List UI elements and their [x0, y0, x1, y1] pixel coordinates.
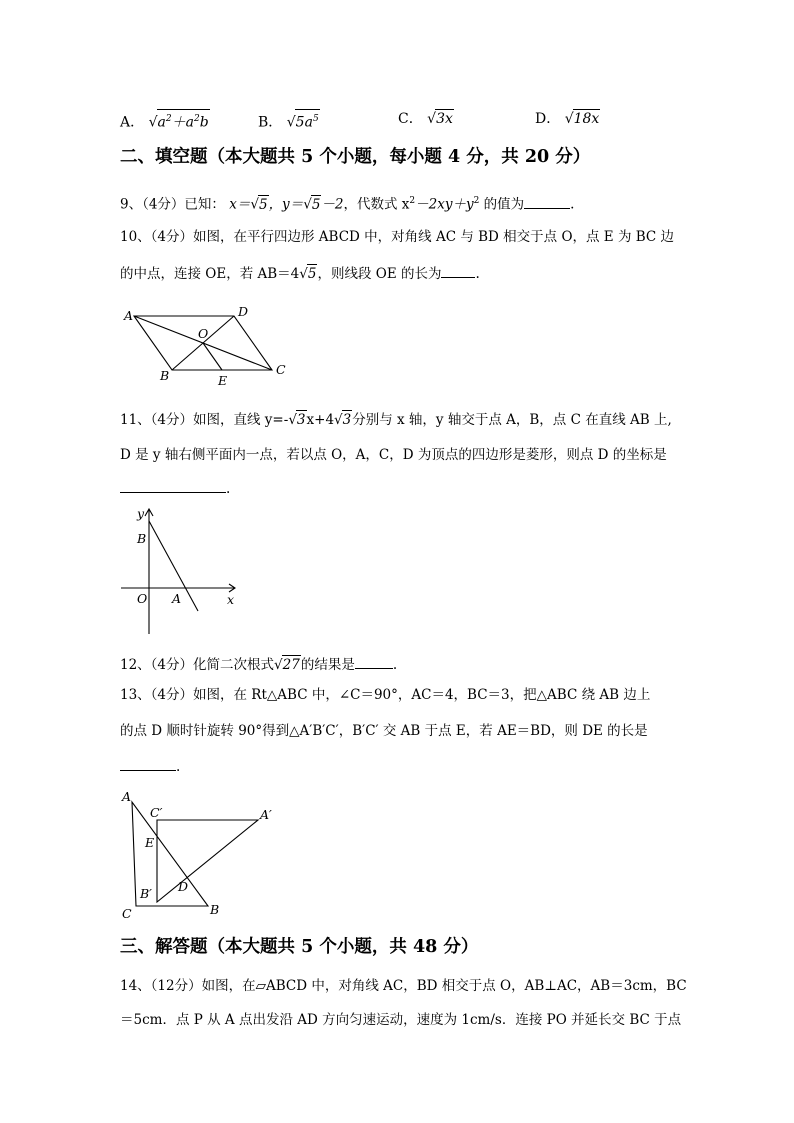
sqrt-symbol: √: [427, 111, 437, 127]
q9-y-eq: ，y＝: [268, 196, 304, 213]
option-d-expr: 18x: [573, 111, 600, 127]
label-d: D: [238, 304, 249, 319]
q11-end: .: [226, 481, 231, 497]
q11-text-c: 分别与 x 轴，y 轴交于点 A，B，点 C 在直线 AB 上,: [352, 412, 672, 428]
question-11-line1: 11、（4分）如图，直线 y=-√3x+4√3分别与 x 轴，y 轴交于点 A，B，点 C 在直线 AB 上,: [120, 412, 672, 428]
question-14-line1: 14、（12分）如图，在▱ABCD 中，对角线 AC，BD 相交于点 O，AB⊥AC，AB＝3cm，BC: [120, 978, 687, 994]
q9-x-rad: 5: [258, 196, 268, 213]
question-13-line2: 的点 D 顺时针旋转 90°得到△A′B′C′，B′C′ 交 AB 于点 E，若 AE＝BD，则 DE 的长是: [120, 723, 648, 739]
option-d-label: D．: [535, 111, 561, 127]
option-b-label: B．: [258, 114, 283, 131]
q10-rad: 5: [307, 266, 317, 282]
q9-y-tail: －2: [321, 196, 344, 213]
label-c: C: [122, 906, 132, 921]
q9-mid: ，代数式 x: [343, 196, 410, 213]
label-c: C: [276, 362, 286, 377]
q12-end: .: [392, 657, 398, 673]
label-x: x: [227, 592, 235, 607]
label-a-prime: A′: [260, 807, 272, 822]
label-y: y: [137, 506, 145, 521]
q12-rad: 27: [282, 657, 300, 673]
sqrt-symbol: √: [564, 111, 574, 127]
question-9: 9、（4分）已知： x＝√5，y＝√5－2，代数式 $x^2-2xy+y^2$ 的值为 .: [120, 196, 575, 213]
q9-y-rad: 5: [311, 196, 321, 213]
q9-x-eq: x＝: [229, 196, 251, 213]
label-e: E: [218, 373, 228, 388]
sqrt-symbol: √: [148, 114, 158, 131]
section-2-title: 二、填空题（本大题共 5 个小题，每小题 4 分，共 20 分）: [120, 147, 591, 167]
label-d: D: [178, 879, 189, 894]
option-a-expr: $a^2+a^2b$: [157, 109, 210, 132]
q11-rad2: 3: [342, 412, 352, 428]
question-10-line1: 10、（4分）如图，在平行四边形 ABCD 中，对角线 AC 与 BD 相交于点 O，点 E 为 BC 边: [120, 229, 675, 245]
label-o: O: [198, 326, 209, 341]
question-14-line2: ＝5cm．点 P 从 A 点出发沿 AD 方向匀速运动，速度为 1cm/s．连接 PO 并延长交 BC 于点: [120, 1012, 682, 1028]
label-a: A: [122, 789, 132, 804]
label-o: O: [137, 591, 148, 606]
label-e: E: [145, 835, 155, 850]
q9-suffix: 的值为: [479, 196, 525, 213]
label-b: B: [137, 531, 147, 546]
q12-text-a: 12、（4分）化简二次根式: [120, 657, 275, 673]
label-b: B: [210, 902, 220, 917]
option-c-label: C．: [398, 111, 423, 127]
q10-text-a: 的中点，连接 OE，若 AB＝4: [120, 266, 300, 282]
q9-expr: －2xy＋y: [415, 196, 474, 213]
q11-text-a: 11、（4分）如图，直线 y=-: [120, 412, 289, 428]
q9-prefix: 9、（4分）已知：: [120, 196, 225, 213]
q12-text-b: 的结果是: [300, 657, 355, 673]
triangle-a1b1c1: [157, 820, 258, 902]
option-b-expr: $5a^5$: [295, 109, 320, 132]
question-11-line2: D 是 y 轴右侧平面内一点，若以点 O，A，C，D 为顶点的四边形是菱形，则点 D 的坐标是: [120, 447, 667, 463]
question-13-line1: 13、（4分）如图，在 Rt△ABC 中，∠C＝90°，AC＝4，BC＝3，把△ABC 绕 AB 边上: [120, 687, 651, 703]
q9-end: .: [570, 196, 575, 213]
q10-end: .: [475, 266, 480, 282]
option-c-expr: 3x: [436, 111, 453, 127]
q11-rad1: 3: [296, 412, 306, 428]
label-b: B: [160, 368, 170, 383]
label-a: A: [124, 308, 134, 323]
label-b-prime: B′: [140, 886, 153, 901]
label-c-prime: C′: [150, 805, 163, 820]
question-10-line2: 的中点，连接 OE，若 AB＝4√5，则线段 OE 的长为 .: [120, 266, 480, 282]
q10-text-b: ，则线段 OE 的长为: [317, 266, 442, 282]
q13-end: .: [176, 759, 181, 775]
sqrt-symbol: √: [286, 114, 296, 131]
q11-text-b: x+4: [306, 412, 335, 428]
section-3-title: 三、解答题（本大题共 5 个小题，共 48 分）: [120, 937, 479, 957]
option-a-label: A．: [120, 114, 145, 131]
label-a: A: [172, 591, 182, 606]
question-12: 12、（4分）化简二次根式√27的结果是 .: [120, 657, 398, 673]
